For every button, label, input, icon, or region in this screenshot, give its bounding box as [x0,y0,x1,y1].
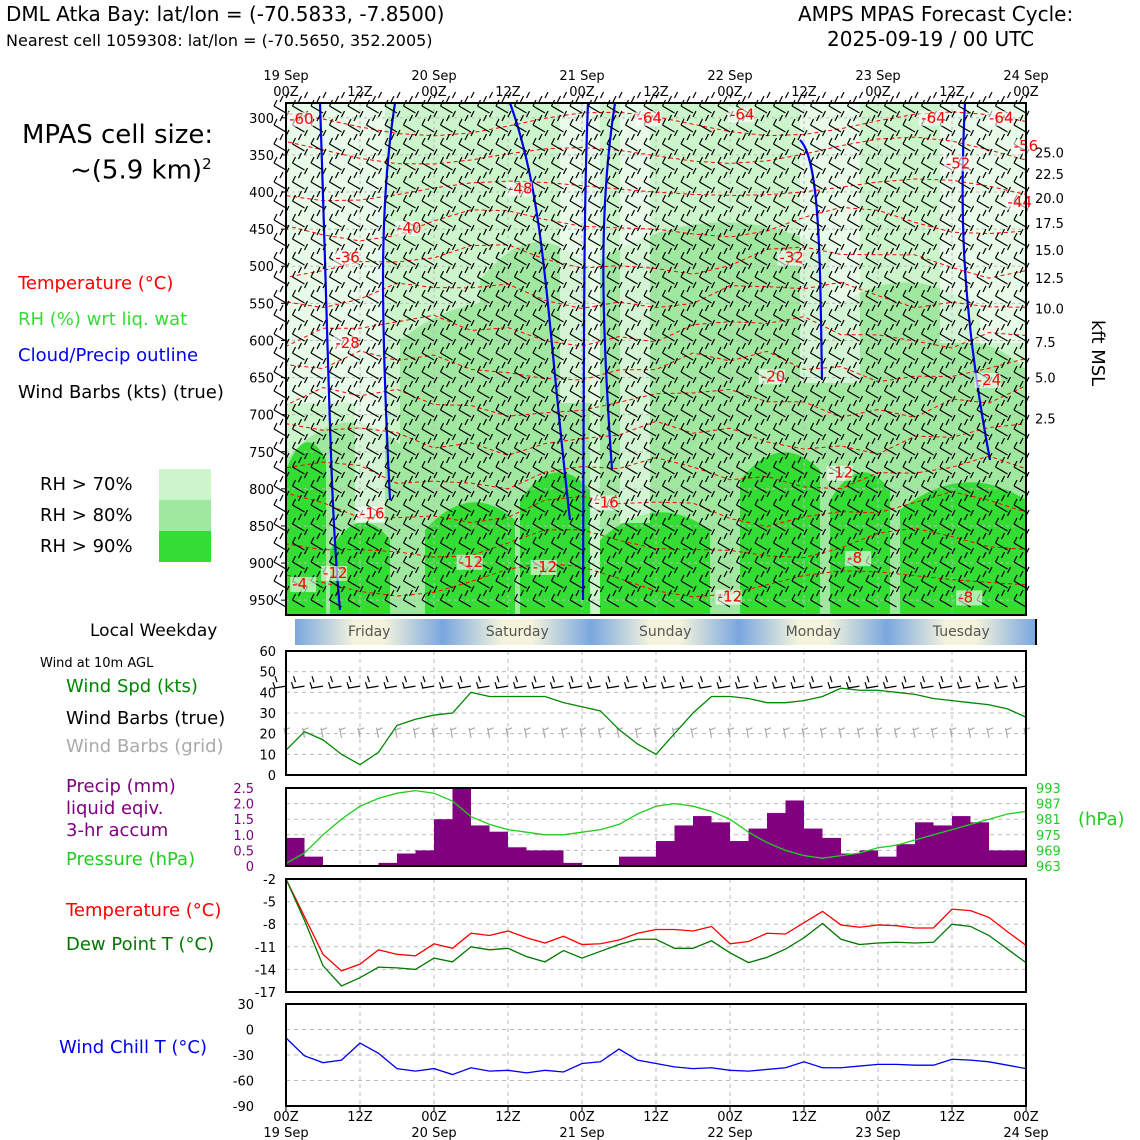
legend-barbs: Wind Barbs (kts) (true) [18,382,224,403]
local-weekday-label: Local Weekday [90,621,218,641]
weekday-band-saturday: Saturday [443,619,593,645]
legend-wind-spd: Wind Spd (kts) [66,676,198,697]
temp-tick-label: -8 [263,918,276,934]
pressure-tick-label: 800 [249,482,274,498]
legend-pressure: Pressure (hPa) [66,849,196,870]
wind-barb-grid [876,728,882,738]
wind-barb-grid [451,728,457,738]
temp-contour-label: -8 [847,549,863,568]
rh90-area [740,452,820,615]
top-hour-label: 12Z [347,85,373,100]
pressure-tick-label: 650 [249,371,274,387]
wind-barb-grid [543,728,549,738]
cycle-date: 2025-09-19 / 00 UTC [827,27,1035,51]
pressure-tick-label: 950 [249,594,274,610]
pressure-tick-label: 850 [249,519,274,535]
legend-temp2: Temperature (°C) [66,900,222,921]
temp-contour-label: -56 [1013,137,1039,156]
wind-barb-true [847,676,860,688]
wind-barb-true [384,676,397,688]
bottom-hour-label: 12Z [939,1110,965,1125]
wind-barb-true [440,676,453,688]
wind-barb-true [662,676,675,688]
precip-tick-label: 0.5 [233,844,254,860]
top-hour-label: 00Z [421,85,447,100]
hpa-unit-label: (hPa) [1078,809,1125,830]
precip-bar [897,844,916,866]
wind-barb-true [403,676,416,688]
wind-barb-true [569,676,582,688]
top-hour-label: 00Z [273,85,299,100]
bottom-hour-label: 12Z [347,1110,373,1125]
wind-barb-true [717,676,730,688]
legend-rh70: RH > 70% [40,474,133,495]
wind-barb-grid [950,728,956,738]
wind-barb-true [458,676,471,688]
legend-precip3: 3-hr accum [66,820,169,841]
wind-barb-grid [839,728,845,738]
wind-tick-label: 10 [259,748,276,764]
wind-barb-true [995,676,1008,688]
precip-tick-label: 1.5 [233,813,254,829]
precip-bar [712,822,731,866]
precip-bar [490,832,509,866]
wind-barb-true [495,676,508,688]
rh90-area [520,472,590,615]
temp-contour-label: -52 [945,154,971,173]
legend-precip1: Precip (mm) [66,776,176,797]
pressure-tick-label: 969 [1036,844,1061,860]
wind-barb-grid [562,728,568,738]
kft-tick-label: 17.5 [1035,217,1064,233]
top-date-label: 20 Sep [411,69,457,84]
temp-contour-label: -12 [532,557,558,576]
precip-bar [952,816,971,866]
wind-barb-grid [802,728,808,738]
wind-tick-label: 40 [259,686,276,702]
wind-barb-grid [414,728,420,738]
temp-contour-label: -20 [760,367,786,386]
temp-contour-label: -16 [360,504,385,523]
precip-bar [730,841,749,866]
wind-barb-grid [654,728,660,738]
precip-bar [656,841,675,866]
wind-barb-grid [784,728,790,738]
pressure-tick-label: 300 [249,111,274,127]
wind-barb-grid [747,728,753,738]
wind-barb-true [514,676,527,688]
pressure-tick-label: 975 [1036,828,1061,844]
station-title: DML Atka Bay: lat/lon = (-70.5833, -7.8500) [6,2,445,26]
top-date-label: 21 Sep [559,69,605,84]
pressure-tick-label: 400 [249,186,274,202]
bottom-date-label: 19 Sep [263,1126,309,1140]
top-date-label: 22 Sep [707,69,753,84]
wind-barb-true [292,676,305,688]
temp-tick-label: -11 [254,940,276,956]
precip-bar [527,850,546,866]
wind-barb-grid [599,728,605,738]
cell-subtitle: Nearest cell 1059308: lat/lon = (-70.5650, 352.2005) [6,31,433,50]
precip-bar [878,857,897,866]
precip-bar [823,838,842,866]
wind-barb-true [754,676,767,688]
weekday-band-tuesday: Tuesday [887,619,1037,645]
wind-barb-true [532,676,545,688]
precip-bar [508,847,527,866]
temp-contour-label: -48 [508,179,533,198]
precip-bar [915,822,934,866]
wind-barb-true [329,676,342,688]
chill-tick-label: -30 [232,1049,254,1064]
temp-contour-label: -64 [637,109,662,128]
wind-barb-grid [821,728,827,738]
top-hour-label: 00Z [569,85,595,100]
temp-contour-label: -44 [1007,192,1032,211]
wind-barb-true [939,676,952,688]
wind-barb-grid [340,728,346,738]
wind-barb-grid [580,728,586,738]
bottom-hour-label: 00Z [273,1110,299,1125]
wind-tick-label: 30 [259,707,276,722]
temp-contour-label: -32 [779,248,804,267]
kft-tick-label: 20.0 [1035,191,1064,207]
wind-barb-true [902,676,915,688]
top-hour-label: 00Z [865,85,891,100]
wind-barb-grid [506,728,512,738]
precip-bar [305,857,324,866]
temp-contour-label: -64 [921,109,946,128]
pressure-tick-label: 993 [1036,782,1061,797]
pressure-tick-label: 750 [249,445,274,461]
temp-contour-label: -36 [335,248,360,267]
wind-barb-true [921,676,934,688]
top-hour-label: 12Z [495,85,521,100]
bottom-hour-label: 12Z [791,1110,817,1125]
top-date-label: 24 Sep [1003,69,1049,84]
wind-barb-grid [969,728,975,738]
wind-barb-true [625,676,638,688]
wind-barb-true [643,676,656,688]
wind-barb-true [421,676,434,688]
wind-tick-label: 0 [267,769,276,784]
wind-barb-grid [395,728,401,738]
weekday-band-sunday: Sunday [591,619,741,645]
legend-rh80: RH > 80% [40,505,133,526]
wind-barb-true [1013,676,1026,688]
wind-barb-grid [432,728,438,738]
temp-contour-label: -64 [989,109,1014,128]
pressure-tick-label: 987 [1036,797,1061,813]
weekday-band-friday: Friday [295,619,445,645]
top-hour-label: 00Z [1013,85,1039,100]
top-hour-label: 00Z [717,85,743,100]
temp-contour-label: -28 [335,333,360,352]
bottom-hour-label: 00Z [421,1110,447,1125]
bottom-hour-label: 00Z [865,1110,891,1125]
kft-tick-label: 25.0 [1035,146,1064,162]
precip-bar [675,825,694,866]
precip-tick-label: 2.0 [233,797,254,813]
precip-bar [767,813,786,866]
temp-contour-label: -12 [458,552,484,571]
top-date-label: 19 Sep [263,69,309,84]
top-hour-label: 12Z [643,85,669,100]
pressure-tick-label: 700 [249,408,274,424]
pressure-tick-label: 500 [249,260,274,276]
top-hour-label: 12Z [939,85,965,100]
wind-barb-true [606,676,619,688]
wind-barb-true [791,676,804,688]
wind-tick-label: 60 [259,645,276,660]
wind-barb-grid [987,728,993,738]
precip-bar [619,857,638,866]
precip-tick-label: 0 [245,860,254,875]
legend-barbs-true: Wind Barbs (true) [66,708,226,729]
cell-size-label: MPAS cell size: [22,120,214,150]
pressure-tick-label: 550 [249,297,274,313]
wind-barb-true [347,676,360,688]
precip-bar [804,829,823,866]
legend-barbs-grid: Wind Barbs (grid) [66,736,224,757]
wind-barb-grid [728,728,734,738]
chill-tick-label: 0 [245,1023,254,1039]
temp-contour-label: -16 [594,493,619,512]
legend-precip2: liquid eqiv. [66,798,164,819]
wind-barb-true [310,676,323,688]
chill-tick-label: -90 [232,1100,254,1115]
temp-contour-label: -24 [976,370,1002,389]
temp-tick-label: -5 [263,895,276,911]
bottom-hour-label: 00Z [717,1110,743,1125]
pressure-tick-label: 350 [249,148,274,164]
rh90-area [600,512,710,615]
bottom-hour-label: 12Z [495,1110,521,1125]
wind-barb-grid [765,728,771,738]
precip-bar [786,800,805,866]
wind-barb-true [477,676,490,688]
kft-tick-label: 22.5 [1035,168,1064,184]
cycle-title: AMPS MPAS Forecast Cycle: [798,2,1074,26]
temp-tick-label: -14 [254,963,276,979]
precip-bar [693,816,712,866]
precip-tick-label: 1.0 [233,828,254,844]
temp-contour-label: -8 [958,588,974,607]
pressure-tick-label: 963 [1036,860,1061,875]
precip-bar [971,822,990,866]
legend-temperature: Temperature (°C) [18,273,174,294]
precip-bar [989,850,1008,866]
wind-barb-grid [525,728,531,738]
precip-tick-label: 2.5 [233,782,254,797]
cell-size-value: ~(5.9 km)$^2$ [70,155,212,186]
precip-bar [397,854,416,866]
temp-contour-label: -12 [717,587,743,606]
wind-barb-true [680,676,693,688]
wind-barb-grid [858,728,864,738]
wind-barb-grid [932,728,938,738]
temp-contour-label: -12 [828,463,854,482]
chill-tick-label: -60 [232,1074,254,1090]
wind-barb-true [588,676,601,688]
wind-barb-true [865,676,878,688]
precip-bar [934,825,953,866]
rh90-area [830,472,890,615]
wind-barb-grid [913,728,919,738]
legend-dew: Dew Point T (°C) [66,934,215,955]
precip-bar [545,850,564,866]
bottom-hour-label: 00Z [1013,1110,1039,1125]
wind-barb-true [828,676,841,688]
wind-tick-label: 50 [259,665,276,681]
precip-bar [1008,850,1027,866]
wind-barb-true [976,676,989,688]
kft-tick-label: 12.5 [1035,272,1064,288]
precip-bar [453,788,472,866]
wind-barb-grid [377,728,383,738]
wind-barb-grid [321,728,327,738]
kft-tick-label: 2.5 [1035,412,1056,428]
pressure-tick-label: 900 [249,557,274,573]
temp-contour-label: -4 [292,575,308,594]
wind-barb-true [366,676,379,688]
precip-bar [434,819,453,866]
temp-contour-label: -12 [323,563,348,582]
temp-tick-label: -2 [263,873,276,888]
kft-tick-label: 10.0 [1035,302,1064,318]
wind-barb-grid [358,728,364,738]
bottom-date-label: 23 Sep [855,1126,901,1140]
precip-bar [638,857,657,866]
legend-rh: RH (%) wrt liq. wat [18,309,188,330]
wind-barb-true [810,676,823,688]
kft-tick-label: 15.0 [1035,243,1064,259]
bottom-hour-label: 00Z [569,1110,595,1125]
weekday-band-monday: Monday [739,619,889,645]
temp-contour-label: -64 [730,105,755,124]
bottom-date-label: 24 Sep [1003,1126,1049,1140]
wind-barb-grid [1006,728,1012,738]
wind-barb-grid [710,728,716,738]
legend-chill: Wind Chill T (°C) [59,1037,207,1058]
wind-barb-true [958,676,971,688]
legend-rh90: RH > 90% [40,536,133,557]
bottom-date-label: 21 Sep [559,1126,605,1140]
bottom-date-label: 20 Sep [411,1126,457,1140]
pressure-tick-label: 600 [249,334,274,350]
wind-barb-true [884,676,897,688]
chill-tick-label: 30 [237,998,254,1013]
pressure-tick-label: 981 [1036,813,1061,829]
bottom-hour-label: 12Z [643,1110,669,1125]
temp-tick-label: -17 [254,986,276,1001]
top-hour-label: 12Z [791,85,817,100]
legend-cloud: Cloud/Precip outline [18,345,199,366]
wind10m-label: Wind at 10m AGL [40,656,154,671]
kft-tick-label: 5.0 [1035,371,1056,387]
wind-barb-grid [691,728,697,738]
wind-barb-true [699,676,712,688]
wind-barb-grid [469,728,475,738]
temp-contour-label: -60 [289,109,314,128]
wind-tick-label: 20 [259,727,276,743]
top-date-label: 23 Sep [855,69,901,84]
kft-label: kft MSL [1087,320,1108,387]
wind-barb-grid [636,728,642,738]
temp-contour-label: -40 [397,218,422,237]
wind-barb-grid [488,728,494,738]
wind-barb-true [736,676,749,688]
bottom-date-label: 22 Sep [707,1126,753,1140]
temperature-line [286,879,1026,971]
pressure-tick-label: 450 [249,223,274,239]
wind-barb-true [773,676,786,688]
kft-tick-label: 7.5 [1035,335,1056,351]
wind-barb-grid [895,728,901,738]
wind-barb-true [551,676,564,688]
precip-bar [416,850,435,866]
precip-bar [471,825,490,866]
